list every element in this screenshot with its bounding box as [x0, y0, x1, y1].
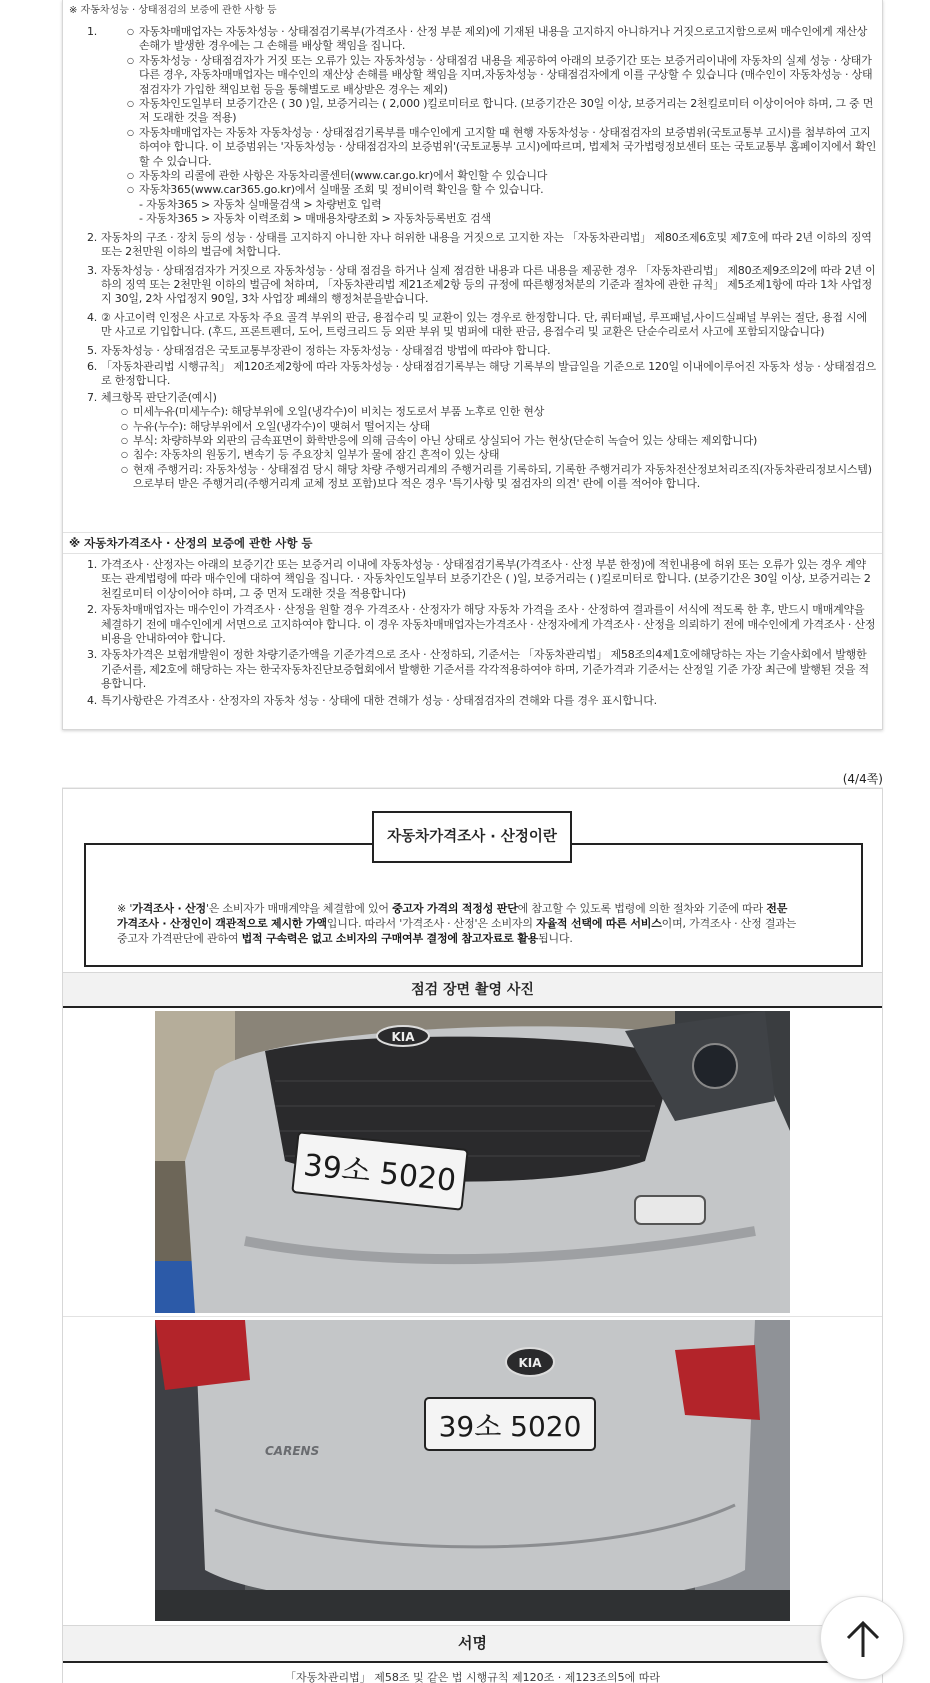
price-notice-title: 자동차가격조사 · 산정이란	[372, 811, 572, 863]
terms-item-2	[87, 231, 877, 260]
emphasis-text: 중고자 가격의 적정성 판단	[392, 902, 518, 915]
criteria-item: ○ 침수: 자동차의 원동기, 변속기 등 주요장치 일부가 물에 잠긴 흔적이 있는 상태	[121, 448, 877, 462]
item-number: 4.	[87, 310, 98, 324]
signature-legal-basis: 「자동차관리법」 제58조 및 같은 법 시행규칙 제120조 · 제123조의5에 따라	[285, 1671, 660, 1683]
emphasis-text: 법적 구속력은 없고 소비자의 구매여부 결정에 참고자료로 활용	[241, 932, 539, 945]
sub-line: - 자동차365 > 자동차 실매물검색 > 차량번호 입력	[139, 197, 382, 211]
emphasis-text: 전문 가격조사 · 산정인이 객관적으로 제시한 가액	[117, 902, 788, 930]
guarantee-section-title: ※ 자동차가격조사 · 산정의 보증에 관한 사항 등	[69, 536, 313, 550]
divider	[63, 1316, 882, 1317]
item-text: 자동차가격은 보험개발원이 정한 차량기준가액을 기준가격으로 조사 · 산정하되, 기준서는 「자동차관리법」 제58조의4제1호에해당하는 자는 기술사회에서 발행한 기준서를, 제2호에 해당하는 자는 한국자동차진단보증협회에서 발행한 기준서를 각각적용하여야 하며, 기준가격과 기준서는 산정일 기준 가장 최근에 발행된 것을 적용합니다.	[101, 648, 869, 691]
item-number: 4.	[87, 693, 98, 707]
item-number: 3.	[87, 263, 98, 277]
divider	[63, 532, 882, 533]
terms-item-6	[87, 360, 877, 389]
item-number: 2.	[87, 603, 98, 617]
rear-logo: KIA	[518, 1356, 542, 1370]
page-number: (4/4쪽)	[62, 770, 883, 788]
guarantee-item	[87, 694, 877, 708]
item-text: ② 사고이력 인정은 사고로 자동차 주요 골격 부위의 판금, 용접수리 및 교환이 있는 경우로 한정합니다. 단, 쿼터패널, 루프패널,사이드실패널 부위는 절단, 용접 시에만 사고로 기입합니다. (후드, 프론트펜더, 도어, 트렁크리드 등 외판 부위 및 범퍼에 대한 판금, 용접수리 및 교환은 단순수리로서 사고에 포함되지않습니다)	[101, 310, 867, 339]
criteria-item: ○ 미세누유(미세누수): 해당부위에 오일(냉각수)이 비치는 정도로서 부품 노후로 인한 현상	[121, 405, 877, 419]
guarantee-item	[87, 558, 877, 601]
item-number: 2.	[87, 230, 98, 244]
item-number: 1.	[87, 25, 98, 38]
item-number: 1.	[87, 558, 98, 571]
bullet-item: ○ 자동차의 리콜에 관한 사항은 자동차리콜센터(www.car.go.kr)에서 확인할 수 있습니다	[127, 169, 877, 183]
item-text: 자동차의 구조 · 장치 등의 성능 · 상태를 고지하지 아니한 자나 허위한 내용을 거짓으로 고지한 자는 「자동차관리법」 제80조제6호및 제7호에 따라 2년 이하의 징역 또는 2천만원 이하의 벌금에 처합니다.	[101, 230, 872, 259]
document-page-4	[62, 788, 883, 1683]
front-plate-text: 39소 5020	[301, 1148, 458, 1199]
terms-item-4	[87, 311, 877, 340]
price-notice-text	[117, 901, 797, 946]
item-1-bullets	[127, 25, 877, 198]
bullet-item: ○ 자동차매매업자는 자동차 자동차성능 · 상태점검기록부를 매수인에게 고지할 때 현행 자동차성능 · 상태점검자의 보증범위(국토교통부 고시)를 첨부하여 고지하여야 합니다. 이 보증범위는 '자동차성능 · 상태점검자의 보증범위'(국토교통부 고시)에따르며, 법제처 국가법령정보센터 또는 국토교통부 홈페이지에서 확인할 수 있습니다.	[127, 126, 877, 169]
criteria-item: ○ 현재 주행거리: 자동차성능 · 상태점검 당시 해당 차량 주행거리계의 주행거리를 기록하되, 기록한 주행거리가 자동차전산정보처리조직(자동차관리정보시스템)으로부터 받은 주행거리(주행거리계 교체 정보 포함)보다 적은 경우 '특기사항 및 점검자의 의견' 란에 이를 적어야 합니다.	[121, 463, 877, 492]
photo-section-title: 점검 장면 촬영 사진	[63, 972, 882, 1008]
item-number: 5.	[87, 343, 98, 357]
price-guarantee-terms	[87, 558, 877, 710]
front-logo: KIA	[391, 1030, 415, 1044]
bullet-item: ○ 자동차성능 · 상태점검자가 거짓 또는 오류가 있는 자동차성능 · 상태점검 내용을 제공하여 아래의 보증기간 또는 보증거리이내에 자동차의 실제 성능 · 상태가 다른 경우, 자동차매매업자는 매수인의 재산상 손해를 배상할 책임을 지며,자동차성능 · 상태점검자에게 이를 구상할 수 있습니다 (매수인이 자동차성능 · 상태점검자가 가입한 책임보험 등을 통해별도로 배상받은 경우는 제외)	[127, 54, 877, 97]
check-criteria-list	[101, 405, 877, 491]
rear-model-badge: CARENS	[265, 1444, 320, 1458]
section-heading-cut: ※ 자동차성능 · 상태점검의 보증에 관한 사항 등	[69, 5, 277, 16]
criteria-item: ○ 누유(누수): 해당부위에서 오일(냉각수)이 맺혀서 떨어지는 상태	[121, 420, 877, 434]
terms-item-5	[87, 344, 877, 358]
arrow-up-icon	[845, 1619, 881, 1659]
signature-section-title: 서명	[63, 1625, 882, 1663]
terms-item-7	[87, 391, 877, 492]
bullet-item: ○ 자동차365(www.car365.go.kr)에서 실매물 조회 및 정비이력 확인을 할 수 있습니다.	[127, 183, 877, 197]
bullet-item: ○ 자동차인도일부터 보증기간은 ( 30 )일, 보증거리는 ( 2,000 )킬로미터로 합니다. (보증기간은 30일 이상, 보증거리는 2천킬로미터 이상이어야 하며, 그 중 먼저 도래한 것을 적용)	[127, 97, 877, 126]
emphasis-text: 자율적 선택에 따른 서비스	[536, 917, 662, 930]
divider	[63, 553, 882, 554]
item-number: 6.	[87, 359, 98, 373]
item-text: 자동차성능 · 상태점검자가 거짓으로 자동차성능 · 상태 점검을 하거나 실제 점검한 내용과 다른 내용을 제공한 경우 「자동차관리법」 제80조제9조의2에 따라 2년 이하의 징역 또는 2천만원 이하의 벌금에 처하며, 「자동차관리법 제21조제2항 등의 규정에 따른행정처분의 기준과 절차에 관한 규칙」 제5조제1항에 따라 1차 사업정지 30일, 2차 사업정지 90일, 3차 사업장 폐쇄의 행정처분을받습니다.	[101, 263, 876, 306]
rear-car-image	[155, 1320, 790, 1621]
front-inspection-photo	[155, 1011, 790, 1313]
item-text: 자동차매매업자는 매수인이 가격조사 · 산정을 원할 경우 가격조사 · 산정자가 해당 자동차 가격을 조사 · 산정하여 결과를이 서식에 적도록 한 후, 반드시 매매계약을 체결하기 전에 매수인에게 서면으로 고지하여야 합니다. 이 경우 자동차매매업자는가격조사 · 산정자에게 가격조사 · 산정을 의뢰하기 전에 매수인에게 가격조사 · 산정 비용을 안내하여야 합니다.	[101, 603, 876, 646]
item-text: 자동차성능 · 상태점검은 국토교통부장관이 정하는 자동차성능 · 상태점검 방법에 따라야 합니다.	[101, 343, 551, 357]
rear-plate-text: 39소 5020	[438, 1410, 582, 1443]
item-text: 가격조사 · 산정자는 아래의 보증기간 또는 보증거리 이내에 자동차성능 · 상태점검기록부(가격조사 · 산정 부분 한정)에 적힌내용에 허위 또는 오류가 있는 경우 계약 또는 관계법령에 따라 매수인에 대하여 책임을 집니다. · 자동차인도일부터 보증기간은 ( )일, 보증거리는 ( )킬로미터로 합니다. (보증기간은 30일 이상, 보증거리는 2천킬로미터 이상이어야 하며, 그 중 먼저 도래한 것을 적용합니다)	[101, 558, 871, 600]
inspection-terms	[87, 25, 877, 494]
terms-item-1	[87, 25, 877, 227]
sub-line: - 자동차365 > 자동차 이력조회 > 매매용차량조회 > 자동차등록번호 검색	[139, 212, 491, 226]
item-number: 7.	[87, 390, 98, 404]
guarantee-item	[87, 603, 877, 646]
notice-text-run: 에 참고할 수 있도록 법령에 의한 절차와 기준에 따라	[517, 902, 767, 915]
rear-inspection-photo	[155, 1320, 790, 1621]
bullet-item: ○ 자동차매매업자는 자동차성능 · 상태점검기록부(가격조사 · 산정 부분 제외)에 기재된 내용을 고지하지 아니하거나 거짓으로고지함으로써 매수인에게 재산상 손해가 발생한 경우에는 그 손해를 배상할 책임을 집니다.	[127, 25, 877, 54]
emphasis-text: 가격조사 · 산정	[132, 902, 206, 915]
notice-text-run: 입니다. 따라서 '가격조사 · 산정'은 소비자의	[326, 917, 537, 930]
item-text: 특기사항란은 가격조사 · 산정자의 자동차 성능 · 상태에 대한 견해가 성능 · 상태점검자의 견해와 다를 경우 표시합니다.	[101, 693, 657, 707]
item-text: 체크항목 판단기준(예시)	[101, 390, 217, 404]
notice-text-run: '은 소비자가 매매계약을 체결함에 있어	[205, 902, 393, 915]
item-text: 「자동차관리법 시행규칙」 제120조제2항에 따라 자동차성능 · 상태점검기록부는 해당 기록부의 발급일을 기준으로 120일 이내에이루어진 자동차 성능 · 상태점검으로 한정합니다.	[101, 359, 876, 388]
terms-item-3	[87, 264, 877, 307]
guarantee-item	[87, 648, 877, 691]
notice-text-run: 됩니다.	[538, 932, 573, 945]
criteria-item: ○ 부식: 차량하부와 외판의 금속표면이 화학반응에 의해 금속이 아닌 상태로 상실되어 가는 현상(단순히 녹슬어 있는 상태는 제외합니다)	[121, 434, 877, 448]
notice-text-run: 이며, 가격조사 · 산정 결과는 중고자 가격판단에 관하여	[117, 917, 797, 945]
front-car-image	[155, 1011, 790, 1313]
notice-text-run: ※ '	[117, 902, 133, 915]
item-number: 3.	[87, 648, 98, 662]
scroll-to-top-button[interactable]	[820, 1596, 904, 1680]
document-page-3	[62, 0, 883, 730]
